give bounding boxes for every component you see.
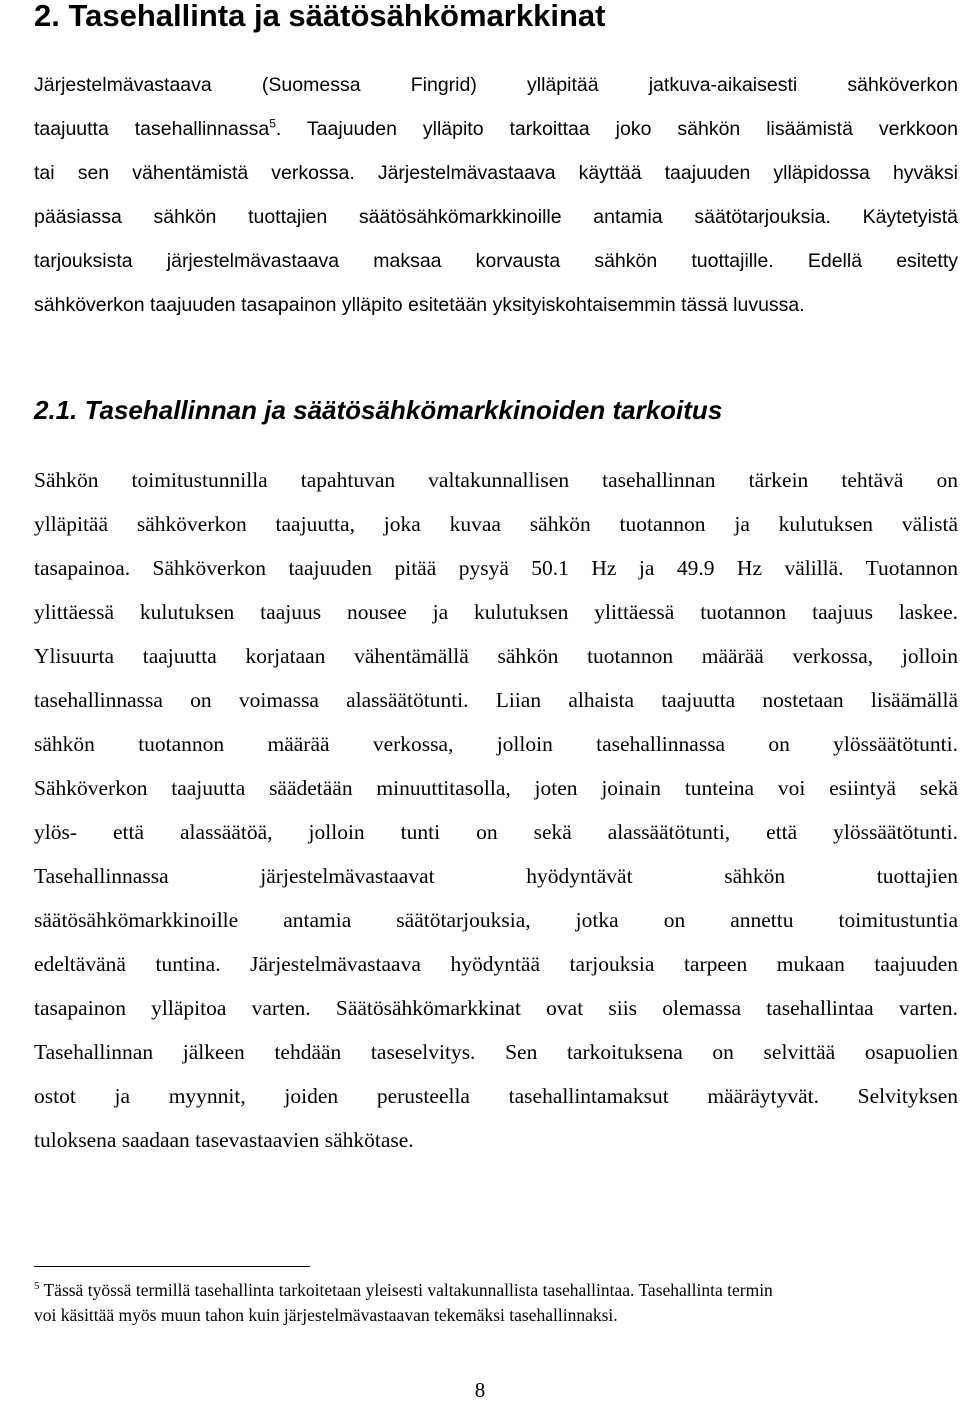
text-line: tasapainoa. Sähköverkon taajuuden pitää pysyä 50.1 Hz ja 49.9 Hz välillä. Tuotannon xyxy=(34,556,958,580)
footnote-line: voi käsittää myös muun tahon kuin järjestelmävastaavan tekemäksi tasehallinnaksi. xyxy=(34,1305,618,1325)
footnote-text: Tässä työssä termillä tasehallinta tarkoitetaan yleisesti valtakunnallista tasehallintaa. Tasehallinta termin xyxy=(39,1280,773,1300)
text-line: sähkön tuotannon määrää verkossa, jolloin tasehallinnassa on ylössäätötunti. xyxy=(34,732,958,756)
footnote-reference: 5 xyxy=(269,116,276,131)
footnote-line xyxy=(34,1278,958,1303)
text-line: Tasehallinnan jälkeen tehdään taseselvitys. Sen tarkoituksena on selvittää osapuolien xyxy=(34,1040,958,1064)
text-line xyxy=(34,107,958,151)
body-paragraph xyxy=(34,458,958,1162)
text-line: tarjouksista järjestelmävastaava maksaa korvausta sähkön tuottajille. Edellä esitetty xyxy=(34,250,958,272)
text-line: säätösähkömarkkinoille antamia säätötarjouksia, jotka on annettu toimitustuntia xyxy=(34,908,958,932)
text-line: ylös- että alassäätöä, jolloin tunti on sekä alassäätötunti, että ylössäätötunti. xyxy=(34,820,958,844)
text-fragment: . Taajuuden ylläpito tarkoittaa joko sähkön lisäämistä verkkoon xyxy=(275,118,958,140)
intro-paragraph xyxy=(34,63,958,327)
text-fragment: taajuutta tasehallinnassa xyxy=(34,118,270,140)
text-line: Sähkön toimitustunnilla tapahtuvan valtakunnallisen tasehallinnan tärkein tehtävä on xyxy=(34,468,958,492)
text-line: ostot ja myynnit, joiden perusteella tasehallintamaksut määräytyvät. Selvityksen xyxy=(34,1084,958,1108)
text-line: tasehallinnassa on voimassa alassäätötunti. Liian alhaista taajuutta nostetaan lisäämällä xyxy=(34,688,958,712)
footnote xyxy=(34,1278,958,1328)
text-line: edeltävänä tuntina. Järjestelmävastaava hyödyntää tarjouksia tarpeen mukaan taajuuden xyxy=(34,952,958,976)
section-heading: 2. Tasehallinta ja säätösähkömarkkinat xyxy=(34,0,606,33)
footnote-divider xyxy=(34,1266,310,1267)
text-line: sähköverkon taajuuden tasapainon ylläpito esitetään yksityiskohtaisemmin tässä luvussa. xyxy=(34,294,805,316)
subsection-heading: 2.1. Tasehallinnan ja säätösähkömarkkinoiden tarkoitus xyxy=(34,395,723,425)
footnote-number: 5 xyxy=(34,1280,40,1293)
text-line: pääsiassa sähkön tuottajien säätösähkömarkkinoille antamia säätötarjouksia. Käytetyistä xyxy=(34,206,958,228)
text-line: tuloksena saadaan tasevastaavien sähkötase. xyxy=(34,1128,414,1152)
page-number: 8 xyxy=(474,1378,486,1402)
text-line: Sähköverkon taajuutta säädetään minuuttitasolla, joten joinain tunteina voi esiintyä sekä xyxy=(34,776,958,800)
text-line: tasapainon ylläpitoa varten. Säätösähkömarkkinat ovat siis olemassa tasehallintaa varten. xyxy=(34,996,958,1020)
text-line: Järjestelmävastaava (Suomessa Fingrid) ylläpitää jatkuva-aikaisesti sähköverkon xyxy=(34,74,958,96)
text-line: tai sen vähentämistä verkossa. Järjestelmävastaava käyttää taajuuden ylläpidossa hyväksi xyxy=(34,162,958,184)
text-line: Tasehallinnassa järjestelmävastaavat hyödyntävät sähkön tuottajien xyxy=(34,864,958,888)
text-line: ylittäessä kulutuksen taajuus nousee ja kulutuksen ylittäessä tuotannon taajuus laskee. xyxy=(34,600,958,624)
text-line: Ylisuurta taajuutta korjataan vähentämällä sähkön tuotannon määrää verkossa, jolloin xyxy=(34,644,958,668)
text-line: ylläpitää sähköverkon taajuutta, joka kuvaa sähkön tuotannon ja kulutuksen välistä xyxy=(34,512,958,536)
